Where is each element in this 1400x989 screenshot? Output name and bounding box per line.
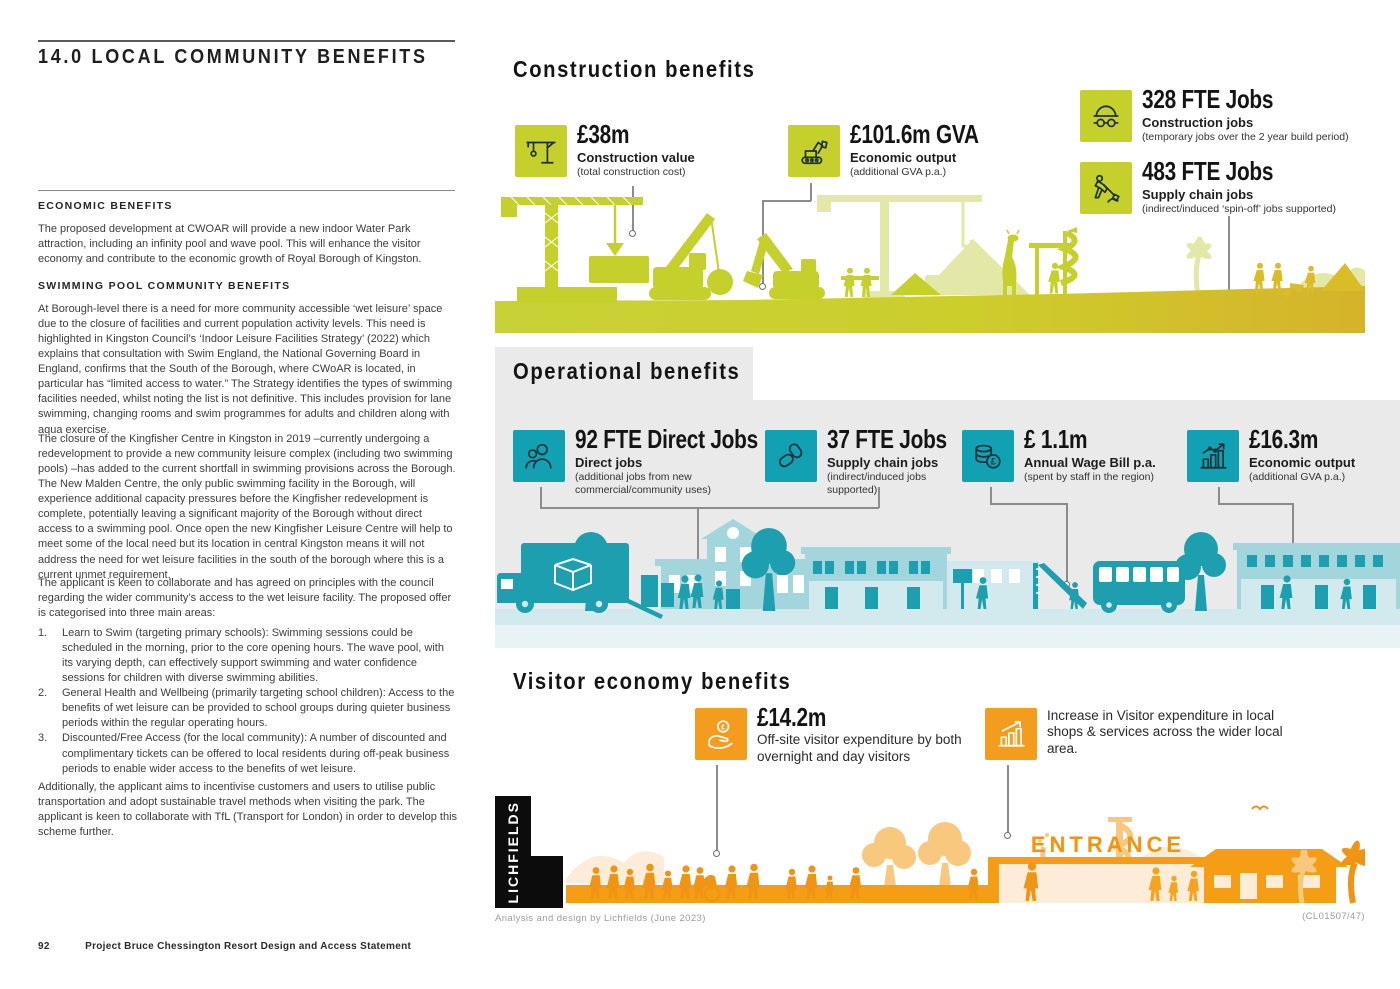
stat-note: (additional jobs from new commercial/community uses) bbox=[575, 471, 711, 497]
stat-note: (additional GVA p.a.) bbox=[1249, 471, 1346, 484]
stat-label: Economic output bbox=[1249, 455, 1356, 471]
road bbox=[495, 625, 1400, 648]
list-item bbox=[38, 626, 458, 686]
stat-label: Off-site visitor expenditure by both overnight and day visitors bbox=[757, 732, 962, 764]
bar-chart-icon bbox=[1187, 430, 1239, 482]
analysis-caption: Analysis and design by Lichfields (June 2023) bbox=[495, 913, 706, 924]
economic-benefits-paragraph: The proposed development at CWOAR will provide a new indoor Water Park attraction, including an infinity pool and wave pool. This will enhance the visitor economy and contribute to the economic growth of Royal Borough of Kingston. bbox=[38, 223, 422, 266]
stat-label: Direct jobs bbox=[575, 455, 643, 471]
visitor-illustration bbox=[560, 795, 1365, 910]
excavator-icon bbox=[788, 125, 840, 177]
stat-label: Construction value bbox=[577, 150, 695, 166]
stat-note: (indirect/induced jobs supported) bbox=[827, 471, 927, 497]
stat-value: £16.3m bbox=[1249, 424, 1319, 454]
list-number: 2. bbox=[38, 687, 48, 700]
sidewalk bbox=[495, 609, 1400, 625]
hard-hat-icon bbox=[1080, 90, 1132, 142]
list-text: Learn to Swim (targeting primary schools): Swimming sessions could be scheduled in the morning, prior to the core opening hours. The wave pool, with its varying depth, can effectively support swimming and water confidence sessions for children with diverse swimming abilities. bbox=[62, 627, 444, 685]
coins-icon bbox=[962, 430, 1014, 482]
wage-bill-stat bbox=[962, 424, 1194, 484]
stat-label: Supply chain jobs bbox=[827, 455, 939, 471]
logo-foot bbox=[531, 856, 563, 908]
stat-label: Supply chain jobs bbox=[1142, 187, 1254, 203]
page-footer bbox=[38, 941, 411, 952]
economic-output-stat bbox=[1187, 424, 1400, 484]
visitor-expenditure-stat bbox=[985, 708, 1292, 760]
stat-label: Economic output bbox=[850, 150, 957, 166]
svg-text:£: £ bbox=[990, 456, 996, 467]
lichfields-logo-text: LICHFIELDS bbox=[505, 800, 521, 904]
stat-note: (spent by staff in the region) bbox=[1024, 471, 1154, 484]
hand-coin-icon bbox=[695, 708, 747, 760]
crane-icon bbox=[515, 125, 567, 177]
footer-text: Project Bruce Chessington Resort Design and Access Statement bbox=[85, 941, 412, 952]
stat-value: 483 FTE Jobs bbox=[1142, 156, 1274, 186]
connector-line bbox=[540, 507, 879, 509]
stat-note: (additional GVA p.a.) bbox=[850, 166, 947, 179]
connector-line bbox=[878, 487, 880, 508]
people-icon bbox=[513, 430, 565, 482]
stat-note: (total construction cost) bbox=[577, 166, 686, 179]
list-item bbox=[38, 731, 458, 776]
connector-line bbox=[990, 487, 992, 504]
section-rule bbox=[38, 190, 455, 191]
swimming-pool-heading: SWIMMING POOL COMMUNITY BENEFITS bbox=[38, 280, 291, 292]
stat-label: Increase in Visitor expenditure in local shops & services across the wider local area. bbox=[1047, 708, 1283, 756]
construction-value-stat bbox=[515, 119, 797, 179]
stat-value: £101.6m GVA bbox=[850, 119, 979, 149]
supply-chain-stat bbox=[765, 424, 977, 497]
stat-label: Construction jobs bbox=[1142, 115, 1254, 131]
connector-line bbox=[540, 487, 542, 508]
stat-note: (indirect/induced ‘spin-off’ jobs supported) bbox=[1142, 203, 1336, 216]
economic-benefits-heading: ECONOMIC BENEFITS bbox=[38, 200, 173, 212]
stat-value: 92 FTE Direct Jobs bbox=[575, 424, 758, 454]
construction-jobs-stat bbox=[1080, 84, 1392, 144]
list-number: 3. bbox=[38, 732, 48, 745]
offer-list bbox=[38, 626, 458, 777]
operational-illustration bbox=[495, 515, 1400, 648]
connector-line bbox=[990, 503, 1067, 505]
stat-value: £38m bbox=[577, 119, 630, 149]
direct-jobs-stat bbox=[513, 424, 804, 497]
applicant-paragraph: The applicant is keen to collaborate and has agreed on principles with the council regarding the wider community’s access to the wet leisure facility. The proposed offer is categorised into three main areas: bbox=[38, 577, 452, 620]
top-rule bbox=[38, 40, 455, 42]
entrance-sign: ENTRANCE bbox=[1030, 832, 1186, 857]
visitor-benefits-title: Visitor economy benefits bbox=[513, 668, 792, 694]
connector-line bbox=[1218, 503, 1293, 505]
svg-text:£: £ bbox=[721, 722, 726, 732]
swimming-pool-paragraph: At Borough-level there is a need for more community accessible ‘wet leisure’ space due to the closure of facilities and current population activity levels. This need is highlighted in Kingston Council’s ‘Indoor Leisure Facilities Strategy’ (2022) which explains that consultation with Swim England, the National Governing Board in England, confirms that the South of the Borough, where CWoAR is located, in particular has “limited access to water.” The Strategy identifies the types of swimming facilities needed, whilst noting the list is not definitive. This includes provision for lane swimming, changing rooms and swim programmes for adults and children along with aqua exercise. bbox=[38, 303, 453, 436]
page-title: 14.0 LOCAL COMMUNITY BENEFITS bbox=[38, 46, 428, 68]
bar-chart-icon bbox=[985, 708, 1037, 760]
list-text: Discounted/Free Access (for the local community): A number of discounted and complimentary tickets can be offered to local residents during off-peak business periods to enable wider access to the benefits of wet leisure. bbox=[62, 732, 450, 775]
stat-value: £14.2m bbox=[757, 702, 827, 732]
transport-paragraph: Additionally, the applicant aims to incentivise customers and users to utilise public transportation and adopt sustainable travel methods when visiting the park. The applicant is keen to collaborate with TfL (Transport for London) in order to develop this scheme further. bbox=[38, 781, 458, 839]
stat-value: 37 FTE Jobs bbox=[827, 424, 947, 454]
palm-tree-dark bbox=[1339, 839, 1365, 903]
connector-line bbox=[1218, 487, 1220, 504]
construction-gva-stat bbox=[788, 119, 1050, 179]
stat-label: Annual Wage Bill p.a. bbox=[1024, 455, 1156, 471]
kingfisher-paragraph: The closure of the Kingfisher Centre in Kingston in 2019 –currently undergoing a redevelopment to provide a new community leisure complex (including two swimming pools) –has added to the current shortfall in swimming provisions across the Borough. The New Malden Centre, the only public swimming facility in the Borough, will experience additional capacity pressures before the Kingfisher redevelopment is complete, potentially leaving a significant majority of the Borough without direct access to a swimming pool. Once open the new Kingfisher Leisure Centre will help to meet some of the local need but its location in central Kingston means it will not address the need for wet leisure facilities in the south of the borough where this is a current unmet requirement. bbox=[38, 433, 456, 581]
list-number: 1. bbox=[38, 627, 48, 639]
chain-icon bbox=[765, 430, 817, 482]
logo-bar bbox=[495, 796, 531, 908]
operational-benefits-title: Operational benefits bbox=[513, 358, 741, 384]
construction-illustration bbox=[495, 183, 1365, 333]
stat-value: 328 FTE Jobs bbox=[1142, 84, 1274, 114]
stat-note: (temporary jobs over the 2 year build period) bbox=[1142, 131, 1349, 144]
document-ref: (CL01507/47) bbox=[1302, 911, 1365, 922]
lichfields-logo bbox=[495, 796, 565, 908]
construction-benefits-title: Construction benefits bbox=[513, 56, 756, 82]
palm-tree-pale bbox=[1185, 235, 1214, 295]
background-shapes bbox=[817, 195, 1365, 303]
list-text: General Health and Wellbeing (primarily targeting school children): Access to the benefits of wet leisure can be provided to school groups during quieter business periods within the regular operating hours. bbox=[62, 687, 455, 730]
offsite-expenditure-stat bbox=[695, 702, 995, 765]
stat-value: £ 1.1m bbox=[1024, 424, 1088, 454]
background-buildings bbox=[947, 561, 1039, 609]
list-item bbox=[38, 686, 458, 731]
page-number: 92 bbox=[38, 941, 50, 952]
